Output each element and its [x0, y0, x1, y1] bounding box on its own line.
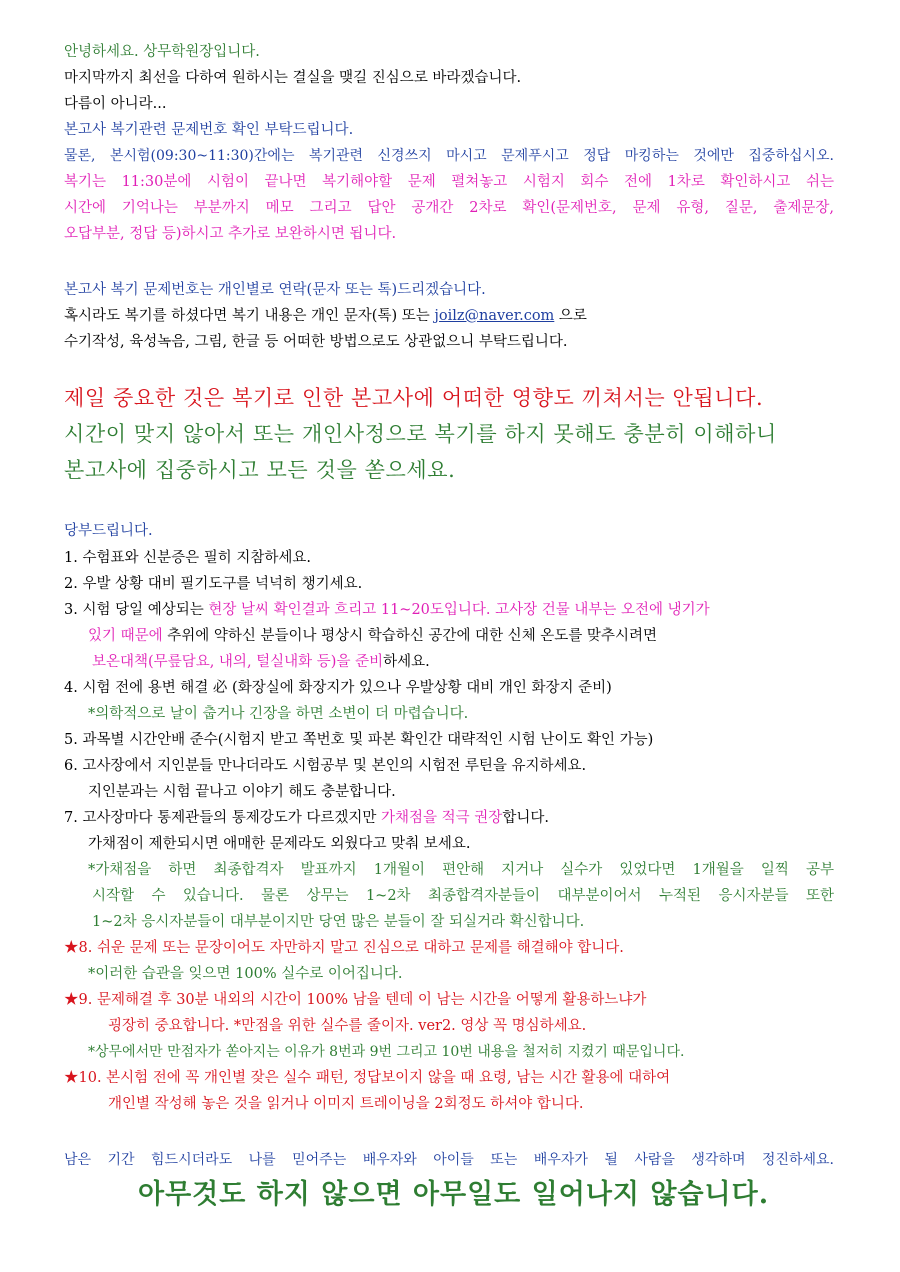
advice-item-9-line-2: 굉장히 중요합니다. *만점을 위한 실수를 줄이자. ver2. 영상 꼭 명심하세요.	[108, 1018, 587, 1034]
advice-item-7-a: 7. 고사장마다 통제관들의 통제강도가 다르겠지만	[64, 810, 382, 826]
advice-item-4: 4. 시험 전에 용변 해결 必 (화장실에 화장지가 있으나 우발상황 대비 개인 화장지 준비)	[64, 680, 612, 696]
advice-item-10-line-1: ★10. 본시험 전에 꼭 개인별 잦은 실수 패턴, 정답보이지 않을 때 요령, 남는 시간 활용에 대하여	[64, 1070, 671, 1086]
advice-item-7-line-1	[64, 808, 549, 828]
other-line: 다름이 아니라...	[64, 96, 167, 112]
contact-line-3: 수기작성, 육성녹음, 그림, 한글 등 어떠한 방법으로도 상관없으니 부탁드립니다.	[64, 334, 568, 350]
advice-item-3-weather: 현장 날씨 확인결과 흐리고 11~20도입니다. 고사장 건물 내부는 오전에 냉기가	[208, 602, 710, 618]
advice-item-7-b: 가채점을 적극 권장	[381, 810, 503, 826]
closing-slogan: 아무것도 하지 않으면 아무일도 일어나지 않습니다.	[138, 1179, 770, 1210]
advice-item-3-line-2	[88, 626, 657, 646]
advice-item-3-f: 하세요.	[383, 654, 430, 670]
focus-line: 물론, 본시험(09:30~11:30)간에는 복기관련 신경쓰지 마시고 문제푸시고 정답 마킹하는 것에만 집중하십시오.	[64, 148, 834, 164]
advice-heading: 당부드립니다.	[64, 523, 153, 539]
advice-item-8-note: *이러한 습관을 잊으면 100% 실수로 이어집니다.	[88, 966, 403, 982]
advice-item-3-d: 추위에 약하신 분들이나 평상시 학습하신 공간에 대한 신체 온도를 맞추시려면	[162, 628, 657, 644]
advice-item-6-line-1: 6. 고사장에서 지인분들 만나더라도 시험공부 및 본인의 시험전 루틴을 유지하세요.	[64, 758, 587, 774]
wish-line: 마지막까지 최선을 다하여 원하시는 결실을 맺길 진심으로 바라겠습니다.	[64, 70, 522, 86]
advice-item-9-line-1: ★9. 문제해결 후 30분 내외의 시간이 100% 남을 텐데 이 남는 시간을 어떻게 활용하느냐가	[64, 992, 647, 1008]
recall-line-1: 복기는 11:30분에 시험이 끝나면 복기해야할 문제 펼쳐놓고 시험지 회수 전에 1차로 확인하시고 쉬는	[64, 174, 834, 190]
advice-item-10-line-2: 개인별 작성해 놓은 것을 읽거나 이미지 트레이닝을 2회정도 하셔야 합니다.	[108, 1096, 584, 1112]
advice-item-3-c: 있기 때문에	[88, 628, 163, 644]
advice-item-4-note: *의학적으로 날이 춥거나 긴장을 하면 소변이 더 마렵습니다.	[88, 706, 469, 722]
advice-item-2: 2. 우발 상황 대비 필기도구를 넉넉히 챙기세요.	[64, 576, 363, 592]
advice-item-3-a: 3. 시험 당일 예상되는	[64, 602, 209, 618]
advice-item-7-c: 합니다.	[502, 810, 549, 826]
advice-item-3-line-3	[92, 652, 430, 672]
closing-line-1: 남은 기간 힘드시더라도 나를 믿어주는 배우자와 아이들 또는 배우자가 될 사람을 생각하며 정진하세요.	[64, 1152, 834, 1168]
contact-line-1: 본고사 복기 문제번호는 개인별로 연락(문자 또는 톡)드리겠습니다.	[64, 282, 486, 298]
contact-line-2	[64, 306, 587, 326]
emphasis-line-2: 시간이 맞지 않아서 또는 개인사정으로 복기를 하지 못해도 충분히 이해하니	[64, 422, 777, 446]
advice-item-3-e: 보온대책(무릎담요, 내의, 털실내화 등)을 준비	[92, 654, 384, 670]
advice-item-8: ★8. 쉬운 문제 또는 문장이어도 자만하지 말고 진심으로 대하고 문제를 해결해야 합니다.	[64, 940, 624, 956]
contact-line-2-post: 으로	[554, 308, 587, 324]
advice-item-7-note-1: *가채점을 하면 최종합격자 발표까지 1개월이 편안해 지거나 실수가 있었다면 1개월을 일찍 공부	[88, 862, 834, 878]
advice-item-7-line-2: 가채점이 제한되시면 애매한 문제라도 외웠다고 맞춰 보세요.	[88, 836, 471, 852]
contact-line-2-pre: 혹시라도 복기를 하셨다면 복기 내용은 개인 문자(톡) 또는	[64, 308, 435, 324]
emphasis-line-3: 본고사에 집중하시고 모든 것을 쏟으세요.	[64, 458, 456, 482]
advice-item-3-line-1	[64, 600, 710, 620]
recall-line-3: 오답부분, 정답 등)하시고 추가로 보완하시면 됩니다.	[64, 226, 397, 242]
request-line: 본고사 복기관련 문제번호 확인 부탁드립니다.	[64, 122, 354, 138]
advice-item-6-line-2: 지인분과는 시험 끝나고 이야기 해도 충분합니다.	[88, 784, 396, 800]
emphasis-line-1: 제일 중요한 것은 복기로 인한 본고사에 어떠한 영향도 끼쳐서는 안됩니다.	[64, 386, 764, 410]
advice-item-5: 5. 과목별 시간안배 준수(시험지 받고 쪽번호 및 파본 확인간 대략적인 시험 난이도 확인 가능)	[64, 732, 654, 748]
advice-item-7-note-3: 1~2차 응시자분들이 대부분이지만 당연 많은 분들이 잘 되실거라 확신합니다.	[92, 914, 585, 930]
advice-item-7-note-2: 시작할 수 있습니다. 물론 상무는 1~2차 최종합격자분들이 대부분이어서 누적된 응시자분들 또한	[92, 888, 834, 904]
email-link[interactable]: joilz@naver.com	[434, 308, 555, 324]
advice-item-1: 1. 수험표와 신분증은 필히 지참하세요.	[64, 550, 311, 566]
greeting: 안녕하세요. 상무학원장입니다.	[64, 44, 260, 60]
advice-item-9-note: *상무에서만 만점자가 쏟아지는 이유가 8번과 9번 그리고 10번 내용을 철저히 지켰기 때문입니다.	[88, 1044, 685, 1060]
recall-line-2: 시간에 기억나는 부분까지 메모 그리고 답안 공개간 2차로 확인(문제번호, 문제 유형, 질문, 출제문장,	[64, 200, 834, 216]
